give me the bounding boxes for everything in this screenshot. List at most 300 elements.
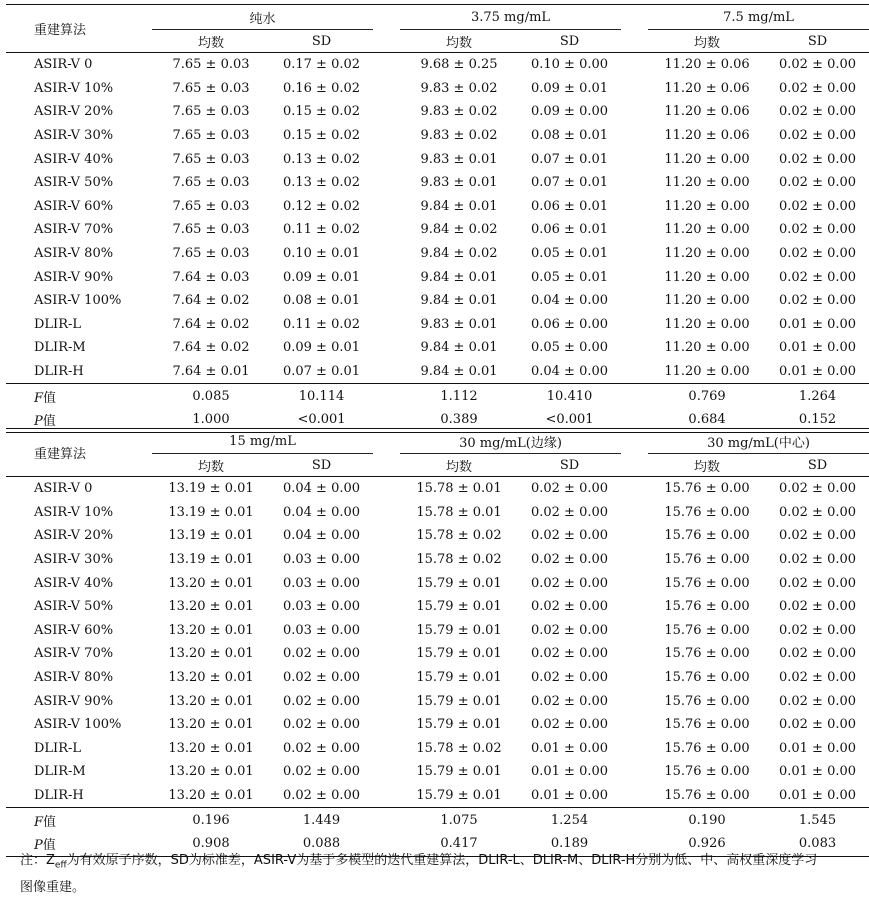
gap-cell <box>373 147 400 171</box>
table-row <box>6 713 869 737</box>
sd-cell: 0.02 ± 0.00 <box>779 198 857 214</box>
group-header: 30 mg/mL(边缘) <box>400 429 621 454</box>
gap-cell <box>373 313 400 337</box>
mean-cell: 15.76 ± 0.00 <box>664 764 750 780</box>
gap-cell <box>621 737 648 761</box>
header-row <box>6 429 869 454</box>
sd-cell: 0.10 ± 0.01 <box>282 246 361 262</box>
mean-cell: 11.20 ± 0.00 <box>664 198 750 214</box>
row-label: ASIR-V 60% <box>34 198 114 214</box>
sd-cell: 0.10 ± 0.00 <box>518 53 621 77</box>
sd-cell: 0.02 ± 0.00 <box>530 717 609 733</box>
mean-cell: 7.65 ± 0.03 <box>152 53 270 77</box>
sd-cell: 0.01 ± 0.00 <box>530 740 609 756</box>
stat-cell: 0.083 <box>766 832 869 856</box>
mean-cell: 11.20 ± 0.00 <box>664 293 750 309</box>
sd-cell: 0.02 ± 0.00 <box>778 693 857 709</box>
mean-cell: 15.79 ± 0.01 <box>416 788 502 804</box>
sd-cell: 0.15 ± 0.02 <box>282 128 361 144</box>
gap-cell <box>621 642 648 666</box>
gap-cell <box>373 384 400 408</box>
table-row <box>6 218 869 242</box>
mean-cell: 15.76 ± 0.00 <box>664 788 750 804</box>
mean-cell: 7.64 ± 0.03 <box>172 269 250 285</box>
mean-cell: 13.19 ± 0.01 <box>168 552 254 568</box>
group-header: 15 mg/mL <box>152 429 373 454</box>
sd-cell: 0.02 ± 0.00 <box>530 670 609 686</box>
sd-cell: 0.08 ± 0.01 <box>282 293 361 309</box>
mean-cell: 11.20 ± 0.00 <box>664 151 750 167</box>
sd-cell: 0.13 ± 0.02 <box>282 175 361 191</box>
gap-cell <box>621 571 648 595</box>
stat-cell: 0.085 <box>152 384 270 408</box>
sd-cell: 0.11 ± 0.02 <box>282 222 361 238</box>
sd-cell: 0.01 ± 0.00 <box>779 340 857 356</box>
sd-cell: 0.07 ± 0.01 <box>530 175 609 191</box>
mean-cell: 11.20 ± 0.00 <box>664 222 750 238</box>
mean-cell: 9.84 ± 0.02 <box>420 222 498 238</box>
mean-cell: 15.79 ± 0.01 <box>416 670 502 686</box>
table-row <box>6 784 869 808</box>
gap-cell <box>621 477 648 501</box>
gap-cell <box>621 30 648 53</box>
gap-cell <box>373 619 400 643</box>
sd-cell: 0.02 ± 0.00 <box>778 552 857 568</box>
mean-cell: 15.78 ± 0.02 <box>416 740 502 756</box>
sd-cell: 0.02 ± 0.00 <box>282 717 361 733</box>
sd-cell: 0.06 ± 0.01 <box>530 198 609 214</box>
mean-cell: 15.76 ± 0.00 <box>664 599 750 615</box>
sd-cell: 0.02 ± 0.00 <box>530 622 609 638</box>
sd-cell: 0.01 ± 0.00 <box>530 788 609 804</box>
sd-cell: 0.02 ± 0.00 <box>779 175 857 191</box>
sd-cell: 0.02 ± 0.00 <box>282 740 361 756</box>
sd-cell: 0.02 ± 0.00 <box>779 269 857 285</box>
mean-cell: 15.76 ± 0.00 <box>664 740 750 756</box>
stat-cell: 0.189 <box>518 832 621 856</box>
table-row <box>6 477 869 501</box>
gap-cell <box>621 454 648 477</box>
sd-cell: 0.02 ± 0.00 <box>779 80 857 96</box>
mean-cell: 11.20 ± 0.00 <box>664 175 750 191</box>
sd-cell: 0.01 ± 0.00 <box>778 764 857 780</box>
stat-suffix: 值 <box>42 414 56 430</box>
subheader-sd: SD <box>559 33 580 49</box>
sd-cell: 0.02 ± 0.00 <box>779 246 857 262</box>
stat-cell: 0.152 <box>766 408 869 432</box>
mean-cell: 7.65 ± 0.03 <box>172 246 250 262</box>
sd-cell: 0.01 ± 0.00 <box>778 788 857 804</box>
mean-cell: 9.83 ± 0.01 <box>420 316 498 332</box>
mean-cell: 13.20 ± 0.01 <box>168 575 254 591</box>
table-row <box>6 619 869 643</box>
table-top <box>6 4 869 433</box>
subheader-sd: SD <box>311 457 332 473</box>
mean-cell: 15.76 ± 0.00 <box>664 528 750 544</box>
subheader-mean: 均数 <box>197 35 224 51</box>
stat-cell: 1.075 <box>400 808 518 832</box>
sd-cell: 0.05 ± 0.01 <box>530 246 609 262</box>
gap-cell <box>621 501 648 525</box>
gap-cell <box>621 336 648 360</box>
gap-cell <box>373 454 400 477</box>
gap-cell <box>373 477 400 501</box>
gap-cell <box>621 713 648 737</box>
subheader-mean: 均数 <box>694 35 721 51</box>
gap-cell <box>621 808 648 832</box>
row-label: ASIR-V 90% <box>34 693 114 709</box>
gap-cell <box>373 501 400 525</box>
stat-cell: 10.410 <box>518 384 621 408</box>
sd-cell: 0.03 ± 0.00 <box>282 622 361 638</box>
table-row <box>6 595 869 619</box>
sd-cell: 0.03 ± 0.00 <box>282 552 361 568</box>
sd-cell: 0.13 ± 0.02 <box>282 151 361 167</box>
gap-cell <box>373 195 400 219</box>
table-row <box>6 313 869 337</box>
mean-cell: 15.76 ± 0.00 <box>664 717 750 733</box>
table-row <box>6 737 869 761</box>
stat-cell: 0.088 <box>270 832 373 856</box>
sd-cell: 0.02 ± 0.00 <box>779 128 857 144</box>
gap-cell <box>621 195 648 219</box>
sd-cell: 0.02 ± 0.00 <box>530 504 609 520</box>
sd-cell: 0.05 ± 0.00 <box>530 340 609 356</box>
sd-cell: 0.02 ± 0.00 <box>530 575 609 591</box>
row-label: ASIR-V 30% <box>34 552 114 568</box>
mean-cell: 11.20 ± 0.06 <box>664 104 750 120</box>
row-label: ASIR-V 20% <box>34 528 114 544</box>
sd-cell: 0.02 ± 0.00 <box>778 528 857 544</box>
sd-cell: 0.02 ± 0.00 <box>766 53 869 77</box>
sd-cell: 0.16 ± 0.02 <box>282 80 361 96</box>
gap-cell <box>373 713 400 737</box>
mean-cell: 15.76 ± 0.00 <box>664 646 750 662</box>
mean-cell: 13.20 ± 0.01 <box>168 740 254 756</box>
subheader-mean: 均数 <box>446 35 473 51</box>
row-label: ASIR-V 40% <box>34 151 114 167</box>
table-row <box>6 760 869 784</box>
sd-cell: 0.09 ± 0.00 <box>530 104 609 120</box>
table-row <box>6 336 869 360</box>
sd-cell: 0.11 ± 0.02 <box>282 316 361 332</box>
gap-cell <box>373 595 400 619</box>
sd-cell: 0.02 ± 0.00 <box>778 646 857 662</box>
mean-cell: 13.20 ± 0.01 <box>168 670 254 686</box>
stat-row <box>6 808 869 832</box>
gap-cell <box>373 336 400 360</box>
table-row <box>6 548 869 572</box>
mean-cell: 7.65 ± 0.03 <box>172 198 250 214</box>
mean-cell: 7.64 ± 0.02 <box>172 316 250 332</box>
mean-cell: 15.76 ± 0.00 <box>664 504 750 520</box>
stat-cell: 10.114 <box>270 384 373 408</box>
subheader-mean: 均数 <box>446 459 473 475</box>
mean-cell: 9.83 ± 0.01 <box>420 175 498 191</box>
gap-cell <box>373 5 400 30</box>
mean-cell: 15.76 ± 0.00 <box>664 670 750 686</box>
row-label: DLIR-L <box>34 316 82 332</box>
mean-cell: 7.65 ± 0.03 <box>172 128 250 144</box>
gap-cell <box>621 429 648 454</box>
header-first-cell: 重建算法 <box>6 5 152 53</box>
stat-letter: P <box>34 838 43 854</box>
row-label: ASIR-V 100% <box>34 293 122 309</box>
sd-cell: 0.02 ± 0.00 <box>282 646 361 662</box>
row-label: DLIR-M <box>34 764 86 780</box>
gap-cell <box>621 689 648 713</box>
sd-cell: 0.01 ± 0.00 <box>779 364 857 380</box>
mean-cell: 11.20 ± 0.06 <box>664 80 750 96</box>
sd-cell: 0.02 ± 0.00 <box>530 552 609 568</box>
sd-cell: 0.02 ± 0.00 <box>518 477 621 501</box>
gap-cell <box>373 242 400 266</box>
mean-cell: 7.65 ± 0.03 <box>172 80 250 96</box>
sd-cell: 0.01 ± 0.00 <box>778 740 857 756</box>
stat-label <box>6 808 152 832</box>
stat-letter: P <box>34 414 43 430</box>
stat-suffix: 值 <box>43 814 57 830</box>
table-bottom <box>6 428 869 857</box>
sd-cell: 0.02 ± 0.00 <box>530 599 609 615</box>
gap-cell <box>373 100 400 124</box>
gap-cell <box>373 524 400 548</box>
gap-cell <box>621 5 648 30</box>
mean-cell: 9.84 ± 0.01 <box>420 340 498 356</box>
sd-cell: 0.03 ± 0.00 <box>282 599 361 615</box>
subheader-mean: 均数 <box>197 459 224 475</box>
sd-cell: 0.04 ± 0.00 <box>270 477 373 501</box>
mean-cell: 9.83 ± 0.01 <box>420 151 498 167</box>
group-header: 3.75 mg/mL <box>400 5 621 30</box>
stat-label <box>6 384 152 408</box>
row-label: DLIR-L <box>34 740 82 756</box>
mean-cell: 11.20 ± 0.06 <box>664 128 750 144</box>
stat-cell: 0.926 <box>648 832 766 856</box>
mean-cell: 15.78 ± 0.01 <box>400 477 518 501</box>
sd-cell: 0.12 ± 0.02 <box>282 198 361 214</box>
gap-cell <box>621 760 648 784</box>
row-label: ASIR-V 40% <box>34 575 114 591</box>
stat-cell: 0.417 <box>400 832 518 856</box>
mean-cell: 13.20 ± 0.01 <box>168 764 254 780</box>
sd-cell: 0.04 ± 0.00 <box>530 364 609 380</box>
sd-cell: 0.08 ± 0.01 <box>530 128 609 144</box>
row-label: DLIR-M <box>34 340 86 356</box>
group-header: 30 mg/mL(中心) <box>648 429 869 454</box>
row-label: ASIR-V 50% <box>34 599 114 615</box>
stat-cell: 1.264 <box>766 384 869 408</box>
table-row <box>6 171 869 195</box>
sd-cell: 0.02 ± 0.00 <box>778 599 857 615</box>
mean-cell: 13.20 ± 0.01 <box>168 693 254 709</box>
row-label: ASIR-V 20% <box>34 104 114 120</box>
gap-cell <box>621 784 648 808</box>
sd-cell: 0.04 ± 0.00 <box>530 293 609 309</box>
table-footnote: 注：$Z_{eff}$为有效原子序数，SD为标准差，ASIR-V为基于多模型的迭代重建算法，DLIR-L、DLIR-M、DLIR-H分别为低、中、高权重深度学习图像重建。 <box>20 853 818 895</box>
stat-cell: 1.254 <box>518 808 621 832</box>
row-label: ASIR-V 80% <box>34 246 114 262</box>
gap-cell <box>373 171 400 195</box>
gap-cell <box>621 666 648 690</box>
mean-cell: 7.65 ± 0.03 <box>172 222 250 238</box>
mean-cell: 15.79 ± 0.01 <box>416 622 502 638</box>
gap-cell <box>373 760 400 784</box>
mean-cell: 15.79 ± 0.01 <box>416 646 502 662</box>
sd-cell: 0.02 ± 0.00 <box>766 477 869 501</box>
mean-cell: 15.78 ± 0.01 <box>416 504 502 520</box>
mean-cell: 15.79 ± 0.01 <box>416 599 502 615</box>
header-row <box>6 5 869 30</box>
gap-cell <box>621 313 648 337</box>
stat-cell: <0.001 <box>518 408 621 432</box>
sd-cell: 0.09 ± 0.01 <box>282 340 361 356</box>
mean-cell: 7.64 ± 0.02 <box>172 293 250 309</box>
table-row <box>6 124 869 148</box>
mean-cell: 13.20 ± 0.01 <box>168 599 254 615</box>
mean-cell: 9.83 ± 0.02 <box>420 80 498 96</box>
sd-cell: 0.06 ± 0.00 <box>530 316 609 332</box>
mean-cell: 15.79 ± 0.01 <box>416 717 502 733</box>
sd-cell: 0.02 ± 0.00 <box>282 693 361 709</box>
sd-cell: 0.15 ± 0.02 <box>282 104 361 120</box>
sd-cell: 0.02 ± 0.00 <box>282 670 361 686</box>
mean-cell: 9.84 ± 0.02 <box>420 246 498 262</box>
table-row <box>6 100 869 124</box>
gap-cell <box>621 147 648 171</box>
mean-cell: 9.84 ± 0.01 <box>420 364 498 380</box>
sd-cell: 0.07 ± 0.01 <box>282 364 361 380</box>
table-row <box>6 147 869 171</box>
table-row <box>6 689 869 713</box>
gap-cell <box>373 642 400 666</box>
stat-suffix: 值 <box>43 390 57 406</box>
sd-cell: 0.09 ± 0.01 <box>282 269 361 285</box>
row-label: ASIR-V 30% <box>34 128 114 144</box>
gap-cell <box>373 360 400 384</box>
mean-cell: 15.76 ± 0.00 <box>664 575 750 591</box>
sd-cell: 0.02 ± 0.00 <box>779 151 857 167</box>
table-row <box>6 242 869 266</box>
row-label: DLIR-H <box>34 364 84 380</box>
gap-cell <box>373 53 400 77</box>
mean-cell: 13.20 ± 0.01 <box>168 622 254 638</box>
sd-cell: 0.03 ± 0.00 <box>282 575 361 591</box>
table-row <box>6 289 869 313</box>
gap-cell <box>621 77 648 101</box>
gap-cell <box>621 524 648 548</box>
gap-cell <box>621 360 648 384</box>
row-label: ASIR-V 100% <box>34 717 122 733</box>
mean-cell: 13.20 ± 0.01 <box>168 646 254 662</box>
mean-cell: 9.84 ± 0.01 <box>420 269 498 285</box>
mean-cell: 15.76 ± 0.00 <box>648 477 766 501</box>
row-label: ASIR-V 70% <box>34 222 114 238</box>
gap-cell <box>373 30 400 53</box>
row-label: ASIR-V 0 <box>6 53 152 77</box>
row-label: ASIR-V 70% <box>34 646 114 662</box>
table-row <box>6 524 869 548</box>
sd-cell: 0.02 ± 0.00 <box>779 104 857 120</box>
sd-cell: 0.02 ± 0.00 <box>778 575 857 591</box>
mean-cell: 13.19 ± 0.01 <box>168 504 254 520</box>
table-row <box>6 360 869 384</box>
row-label: ASIR-V 10% <box>34 80 114 96</box>
mean-cell: 11.20 ± 0.00 <box>664 246 750 262</box>
gap-cell <box>621 100 648 124</box>
subheader-sd: SD <box>807 33 828 49</box>
gap-cell <box>621 53 648 77</box>
header-first-cell: 重建算法 <box>6 429 152 477</box>
table-row <box>6 571 869 595</box>
subheader-mean: 均数 <box>694 459 721 475</box>
stat-row <box>6 384 869 408</box>
stat-suffix: 值 <box>42 838 56 854</box>
stat-cell: 0.190 <box>648 808 766 832</box>
sd-cell: 0.02 ± 0.00 <box>778 717 857 733</box>
subheader-sd: SD <box>559 457 580 473</box>
mean-cell: 15.79 ± 0.01 <box>416 764 502 780</box>
row-label: ASIR-V 50% <box>34 175 114 191</box>
mean-cell: 15.79 ± 0.01 <box>416 575 502 591</box>
subheader-sd: SD <box>311 33 332 49</box>
mean-cell: 11.20 ± 0.00 <box>664 340 750 356</box>
gap-cell <box>621 548 648 572</box>
mean-cell: 7.64 ± 0.02 <box>172 340 250 356</box>
sd-cell: 0.02 ± 0.00 <box>779 293 857 309</box>
mean-cell: 7.64 ± 0.01 <box>172 364 250 380</box>
mean-cell: 9.84 ± 0.01 <box>420 198 498 214</box>
sd-cell: 0.04 ± 0.00 <box>282 504 361 520</box>
stat-letter: F <box>34 814 44 830</box>
stat-cell: 1.112 <box>400 384 518 408</box>
mean-cell: 15.79 ± 0.01 <box>416 693 502 709</box>
sd-cell: 0.06 ± 0.01 <box>530 222 609 238</box>
sd-cell: 0.17 ± 0.02 <box>270 53 373 77</box>
table-row <box>6 77 869 101</box>
mean-cell: 7.65 ± 0.03 <box>172 151 250 167</box>
stat-cell: <0.001 <box>270 408 373 432</box>
gap-cell <box>373 784 400 808</box>
mean-cell: 9.84 ± 0.01 <box>420 293 498 309</box>
gap-cell <box>621 289 648 313</box>
mean-cell: 7.65 ± 0.03 <box>172 104 250 120</box>
row-label: ASIR-V 10% <box>34 504 114 520</box>
stat-cell: 0.684 <box>648 408 766 432</box>
row-label: DLIR-H <box>34 788 84 804</box>
row-label: ASIR-V 80% <box>34 670 114 686</box>
gap-cell <box>373 548 400 572</box>
gap-cell <box>373 689 400 713</box>
table-row <box>6 265 869 289</box>
table-row <box>6 53 869 77</box>
sd-cell: 0.02 ± 0.00 <box>778 504 857 520</box>
gap-cell <box>373 666 400 690</box>
row-label: ASIR-V 0 <box>6 477 152 501</box>
sd-cell: 0.02 ± 0.00 <box>530 528 609 544</box>
gap-cell <box>621 265 648 289</box>
mean-cell: 15.76 ± 0.00 <box>664 552 750 568</box>
mean-cell: 11.20 ± 0.00 <box>664 316 750 332</box>
stat-cell: 1.000 <box>152 408 270 432</box>
mean-cell: 11.20 ± 0.00 <box>664 364 750 380</box>
sd-cell: 0.02 ± 0.00 <box>530 693 609 709</box>
sd-cell: 0.02 ± 0.00 <box>779 222 857 238</box>
sd-cell: 0.02 ± 0.00 <box>778 622 857 638</box>
mean-cell: 13.19 ± 0.01 <box>168 528 254 544</box>
sd-cell: 0.05 ± 0.01 <box>530 269 609 285</box>
group-header: 7.5 mg/mL <box>648 5 869 30</box>
